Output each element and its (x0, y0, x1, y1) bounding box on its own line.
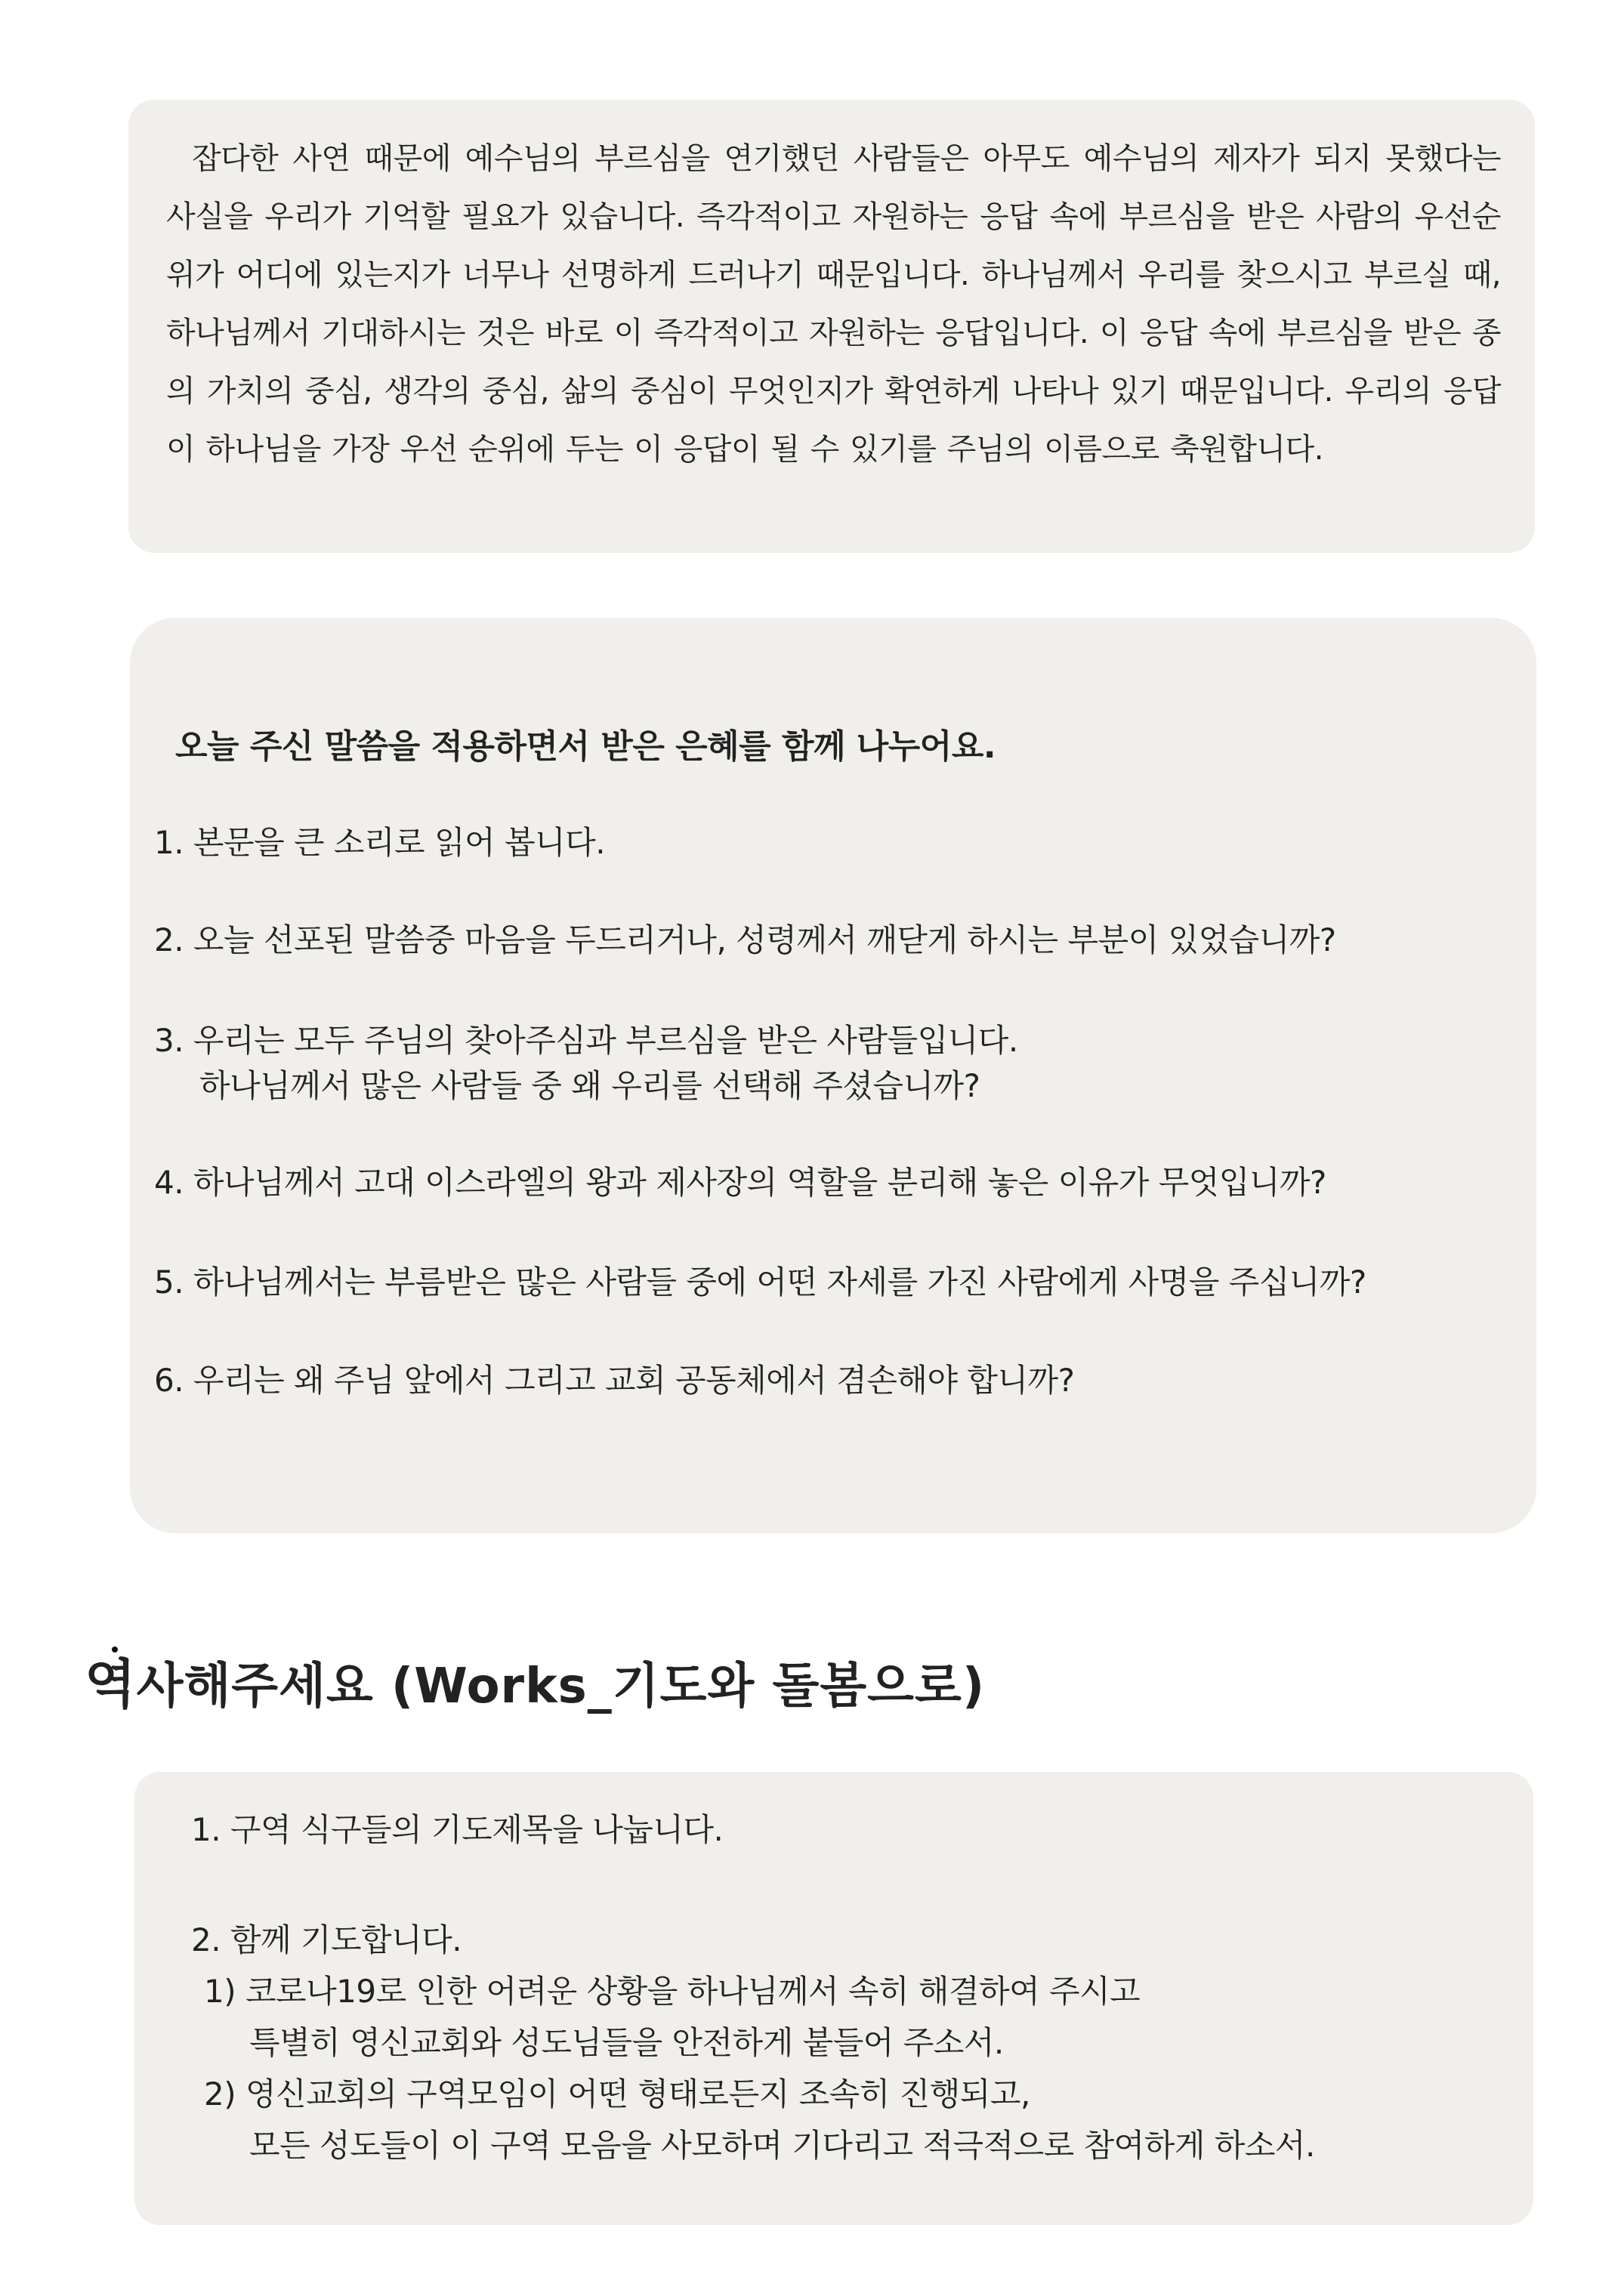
title-dot-mark (112, 1646, 118, 1653)
title-first-letter: 역 (85, 1653, 137, 1715)
question-3-line-2: 하나님께서 많은 사람들 중 왜 우리를 선택해 주셨습니까? (199, 1067, 980, 1104)
works-item-1: 1. 구역 식구들의 기도제목을 나눕니다. (191, 1811, 724, 1848)
prayer-1-line-2: 특별히 영신교회와 성도님들을 안전하게 붙들어 주소서. (249, 2024, 1004, 2061)
sharing-questions-box (130, 618, 1536, 1533)
question-4: 4. 하나님께서 고대 이스라엘의 왕과 제사장의 역할을 분리해 놓은 이유가 무엇입니까? (154, 1164, 1326, 1201)
prayer-2-line-1: 2) 영신교회의 구역모임이 어떤 형태로든지 조속히 진행되고, (204, 2075, 1030, 2112)
works-section-title (85, 1654, 985, 1717)
title-rest: 사해주세요 (Works_기도와 돌봄으로) (136, 1659, 986, 1714)
sharing-heading: 오늘 주신 말씀을 적용하면서 받은 은혜를 함께 나누어요. (175, 727, 996, 766)
prayer-2-line-2: 모든 성도들이 이 구역 모음을 사모하며 기다리고 적극적으로 참여하게 하소서. (249, 2127, 1315, 2164)
intro-box (128, 100, 1535, 553)
question-3 (154, 1018, 1018, 1109)
prayer-1-line-1: 1) 코로나19로 인한 어려운 상황을 하나님께서 속히 해결하여 주시고 (204, 1973, 1141, 2010)
question-6: 6. 우리는 왜 주님 앞에서 그리고 교회 공동체에서 겸손해야 합니까? (154, 1362, 1075, 1399)
question-3-line-1: 3. 우리는 모두 주님의 찾아주심과 부르심을 받은 사람들입니다. (154, 1022, 1018, 1059)
question-2: 2. 오늘 선포된 말씀중 마음을 두드리거나, 성령께서 깨닫게 하시는 부분이 있었습니까? (154, 921, 1336, 958)
question-5: 5. 하나님께서는 부름받은 많은 사람들 중에 어떤 자세를 가진 사람에게 사명을 주십니까? (154, 1264, 1366, 1301)
intro-paragraph: 잡다한 사연 때문에 예수님의 부르심을 연기했던 사람들은 아무도 예수님의 제자가 되지 못했다는 사실을 우리가 기억할 필요가 있습니다. 즉각적이고 자원하는 응답 속에 부르심을 받은 사람의 우선순위가 어디에 있는지가 너무나 선명하게 드러나기 때문입니다. 하나님께서 우리를 찾으시고 부르실 때, 하나님께서 기대하시는 것은 바로 이 즉각적이고 자원하는 응답입니다. 이 응답 속에 부르심을 받은 종의 가치의 중심, 생각의 중심, 삶의 중심이 무엇인지가 확연하게 나타나 있기 때문입니다. 우리의 응답이 하나님을 가장 우선 순위에 두는 이 응답이 될 수 있기를 주님의 이름으로 축원합니다. (166, 141, 1501, 467)
question-1: 1. 본문을 큰 소리로 읽어 봅니다. (154, 824, 606, 861)
prayer-box (134, 1772, 1533, 2225)
works-item-2: 2. 함께 기도합니다. (191, 1921, 462, 1958)
